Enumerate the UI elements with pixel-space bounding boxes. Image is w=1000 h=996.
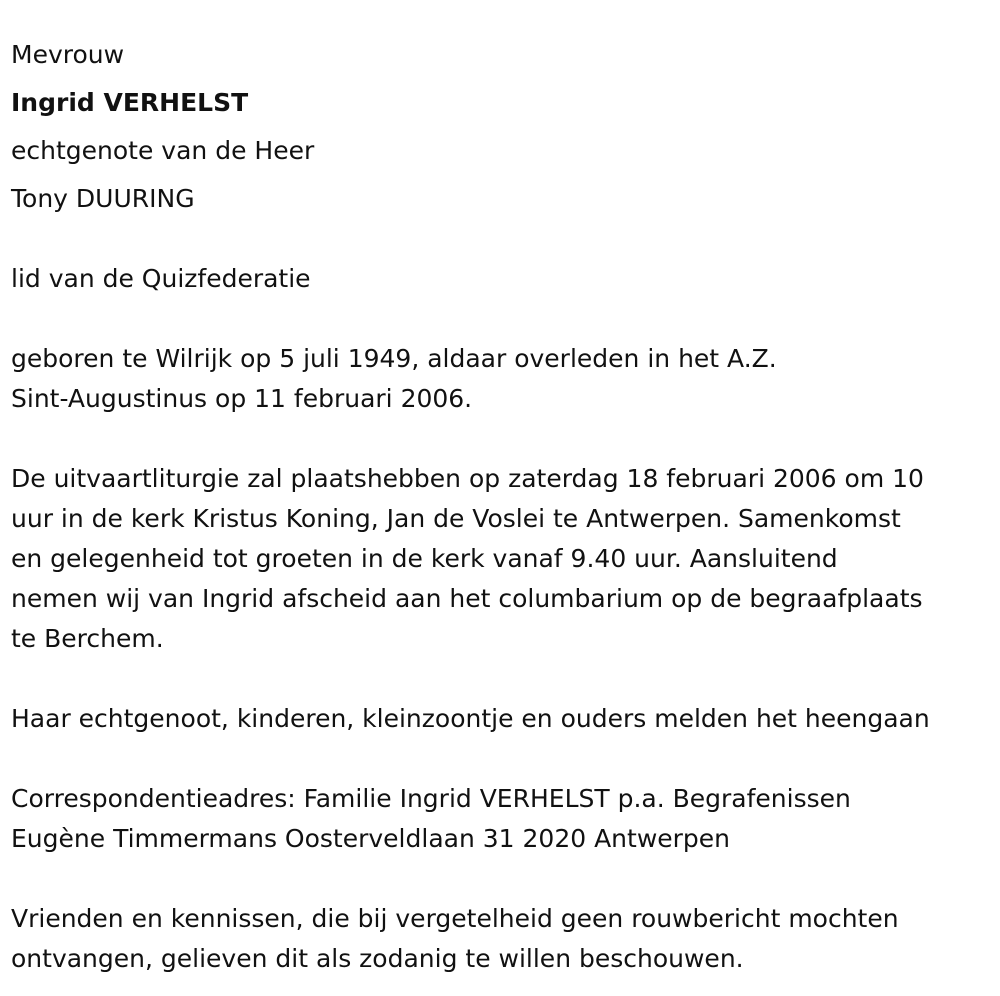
announcement-text: Haar echtgenoot, kinderen, kleinzoontje en ouders melden het heengaan — [11, 704, 930, 733]
funeral-line: en gelegenheid tot groeten in de kerk vanaf 9.40 uur. Aansluitend — [11, 544, 838, 573]
relation-text: echtgenote van de Heer — [11, 136, 315, 165]
funeral-line: nemen wij van Ingrid afscheid aan het columbarium op de begraafplaats — [11, 584, 923, 613]
funeral-line: uur in de kerk Kristus Koning, Jan de Voslei te Antwerpen. Samenkomst — [11, 504, 901, 533]
funeral-line: De uitvaartliturgie zal plaatshebben op zaterdag 18 februari 2006 om 10 — [11, 464, 924, 493]
birth-death-line: geboren te Wilrijk op 5 juli 1949, aldaar overleden in het A.Z. — [11, 344, 777, 373]
correspondence-line: Eugène Timmermans Oosterveldlaan 31 2020 Antwerpen — [11, 824, 731, 853]
salutation: Mevrouw — [11, 40, 125, 69]
deceased-name: Ingrid VERHELST — [11, 88, 249, 117]
closing-line: Vrienden en kennissen, die bij vergetelheid geen rouwbericht mochten — [11, 904, 899, 933]
birth-death-line: Sint-Augustinus op 11 februari 2006. — [11, 384, 473, 413]
membership-text: lid van de Quizfederatie — [11, 264, 311, 293]
closing-line: ontvangen, gelieven dit als zodanig te willen beschouwen. — [11, 944, 744, 973]
funeral-line: te Berchem. — [11, 624, 164, 653]
correspondence-line: Correspondentieadres: Familie Ingrid VERHELST p.a. Begrafenissen — [11, 784, 851, 813]
spouse-name: Tony DUURING — [11, 184, 195, 213]
